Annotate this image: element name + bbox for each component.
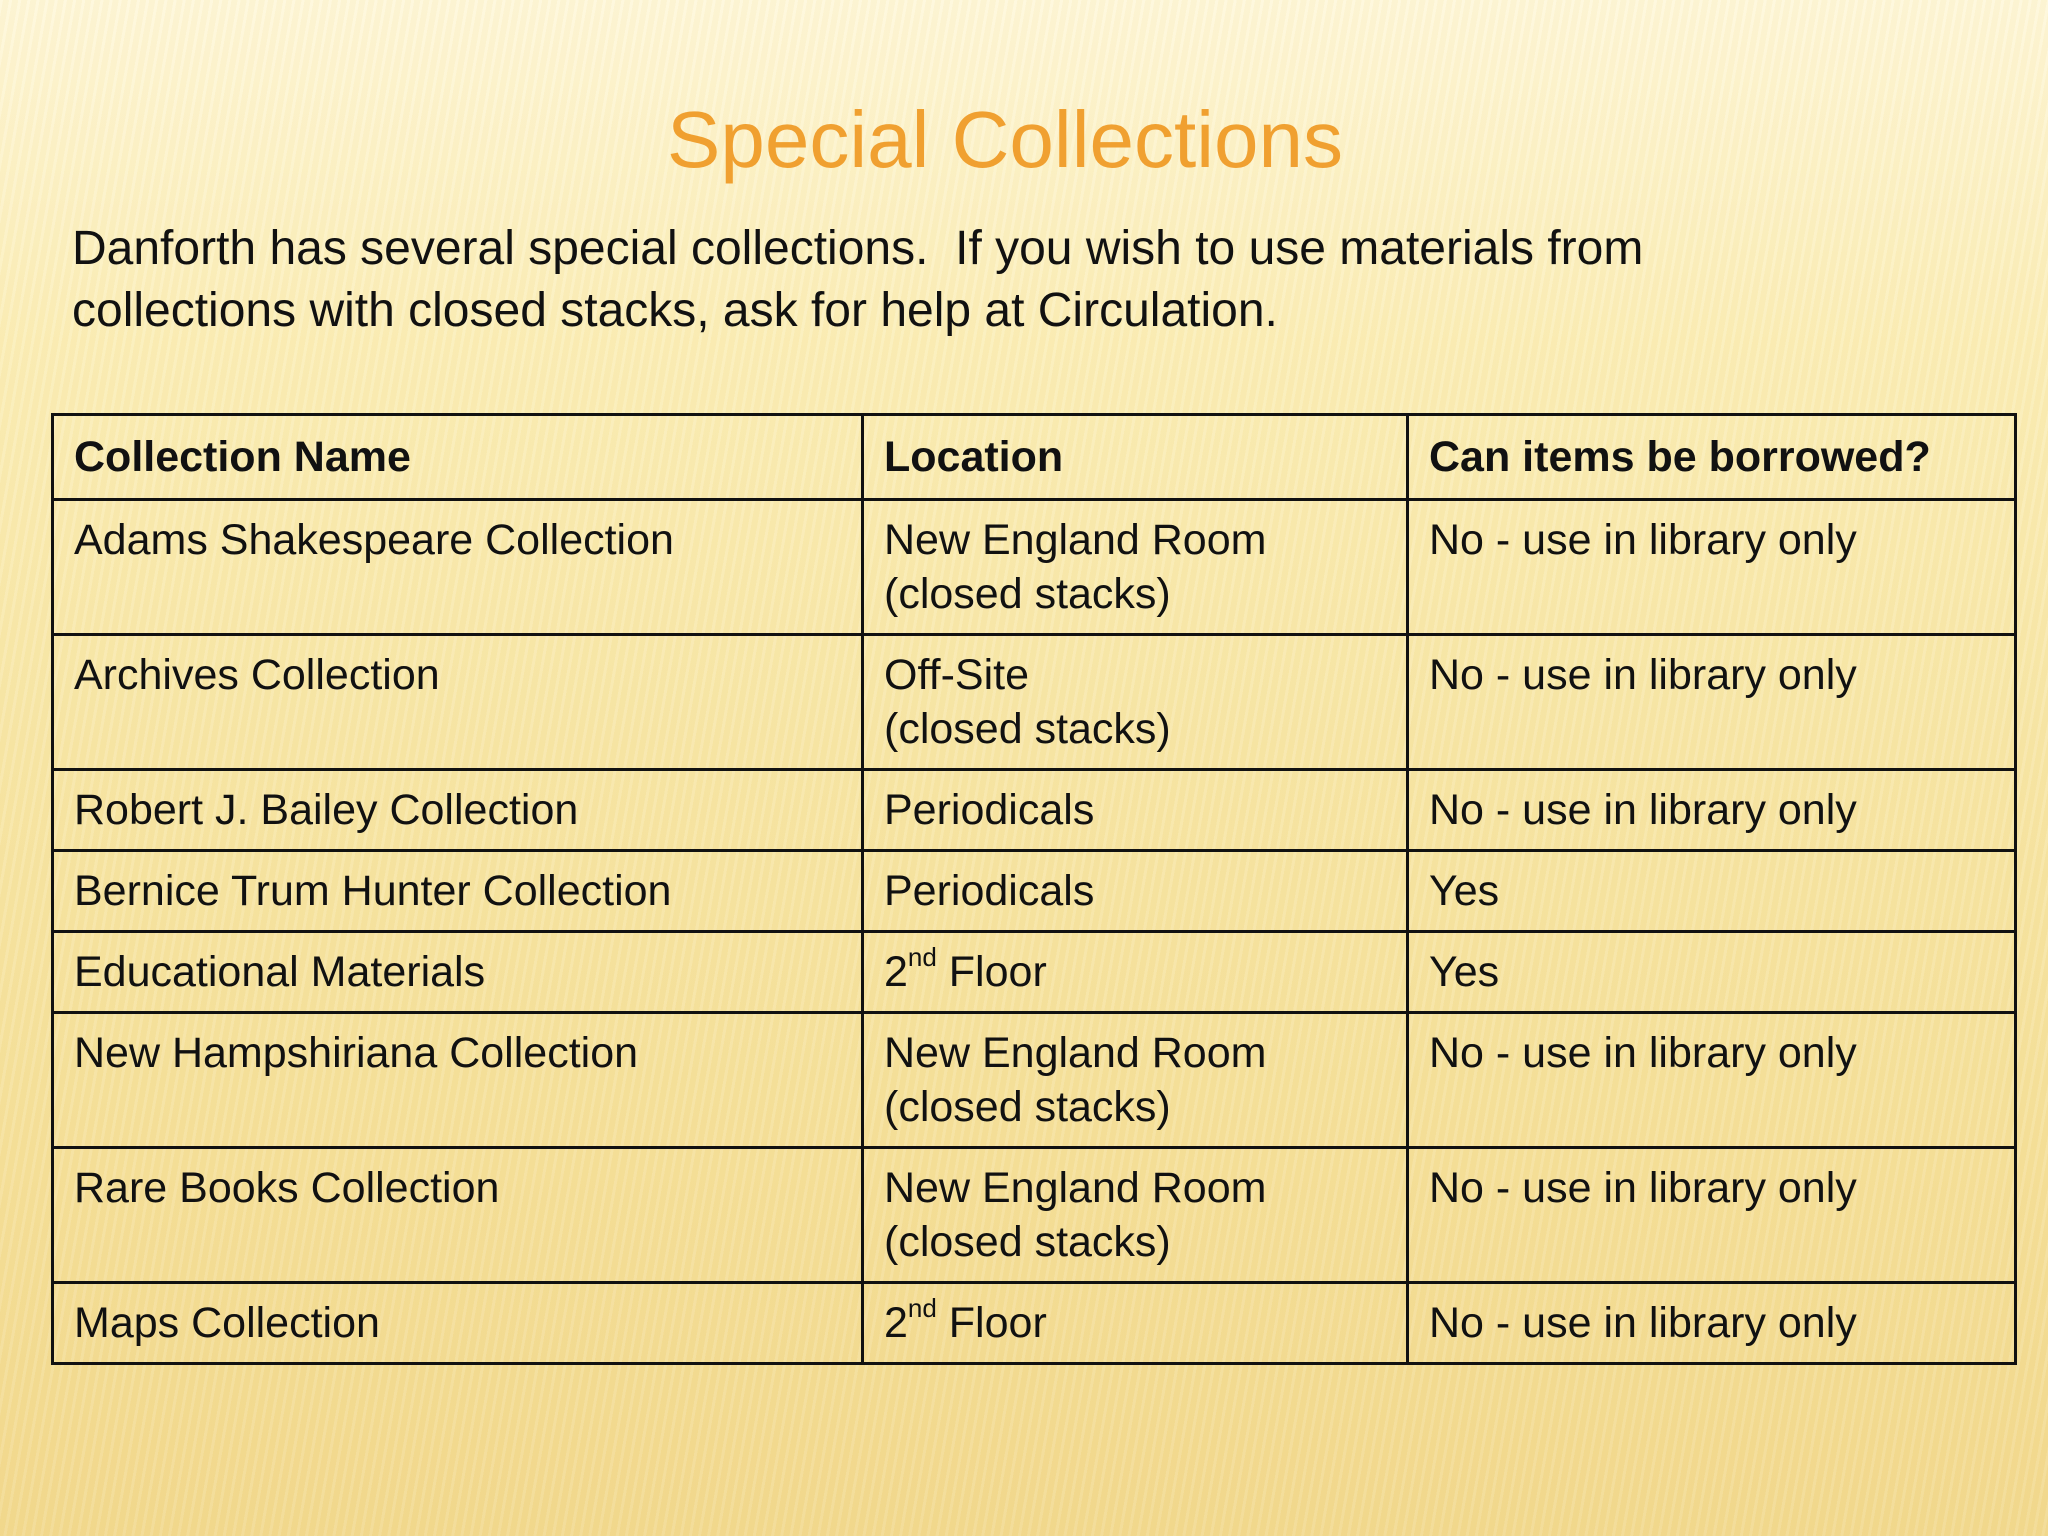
location-text: Off-Site [884, 651, 1029, 699]
table-row [53, 932, 2016, 1013]
intro-line-2: collections with closed stacks, ask for help at Circulation. [72, 284, 1278, 337]
table-header-row [53, 415, 2016, 500]
cell-collection-name: Rare Books Collection [53, 1148, 863, 1283]
table-row [53, 851, 2016, 932]
location-text: Periodicals [884, 867, 1095, 915]
cell-can-borrow: No - use in library only [1408, 1148, 2016, 1283]
location-text [884, 942, 1386, 999]
table-row [53, 1148, 2016, 1283]
cell-collection-name: Maps Collection [53, 1283, 863, 1364]
slide-title: Special Collections [667, 95, 1343, 184]
location-note: (closed stacks) [884, 570, 1171, 618]
cell-collection-name: New Hampshiriana Collection [53, 1013, 863, 1148]
cell-can-borrow: No - use in library only [1408, 500, 2016, 635]
table-row [53, 1283, 2016, 1364]
cell-location [863, 1283, 1408, 1364]
cell-location [863, 1148, 1408, 1283]
intro-paragraph [72, 218, 1972, 342]
cell-can-borrow: Yes [1408, 932, 2016, 1013]
cell-location [863, 635, 1408, 770]
table-row [53, 635, 2016, 770]
cell-can-borrow: No - use in library only [1408, 635, 2016, 770]
cell-can-borrow: No - use in library only [1408, 1013, 2016, 1148]
cell-location [863, 1013, 1408, 1148]
floor-word: Floor [936, 1299, 1047, 1347]
location-text: Periodicals [884, 786, 1095, 834]
cell-collection-name: Robert J. Bailey Collection [53, 770, 863, 851]
intro-line-1: Danforth has several special collections. If you wish to use materials from [72, 222, 1644, 275]
cell-can-borrow: No - use in library only [1408, 770, 2016, 851]
cell-location [863, 932, 1408, 1013]
location-text [884, 1293, 1386, 1350]
table-row [53, 770, 2016, 851]
cell-can-borrow: No - use in library only [1408, 1283, 2016, 1364]
location-note: (closed stacks) [884, 1083, 1171, 1131]
location-text: New England Room [884, 1029, 1267, 1077]
header-location: Location [863, 415, 1408, 500]
cell-collection-name: Adams Shakespeare Collection [53, 500, 863, 635]
header-collection-name: Collection Name [53, 415, 863, 500]
cell-location [863, 851, 1408, 932]
header-can-borrow: Can items be borrowed? [1408, 415, 2016, 500]
table-row [53, 1013, 2016, 1148]
location-text: New England Room [884, 1164, 1267, 1212]
cell-location [863, 500, 1408, 635]
cell-can-borrow: Yes [1408, 851, 2016, 932]
cell-collection-name: Educational Materials [53, 932, 863, 1013]
floor-number: 2 [884, 948, 908, 996]
floor-word: Floor [936, 948, 1047, 996]
cell-location [863, 770, 1408, 851]
location-note: (closed stacks) [884, 1218, 1171, 1266]
location-note: (closed stacks) [884, 705, 1171, 753]
floor-number: 2 [884, 1299, 908, 1347]
ordinal-suffix: nd [907, 942, 937, 972]
cell-collection-name: Archives Collection [53, 635, 863, 770]
table-row [53, 500, 2016, 635]
collections-table [51, 413, 2017, 1365]
ordinal-suffix: nd [907, 1293, 937, 1323]
cell-collection-name: Bernice Trum Hunter Collection [53, 851, 863, 932]
location-text: New England Room [884, 516, 1267, 564]
